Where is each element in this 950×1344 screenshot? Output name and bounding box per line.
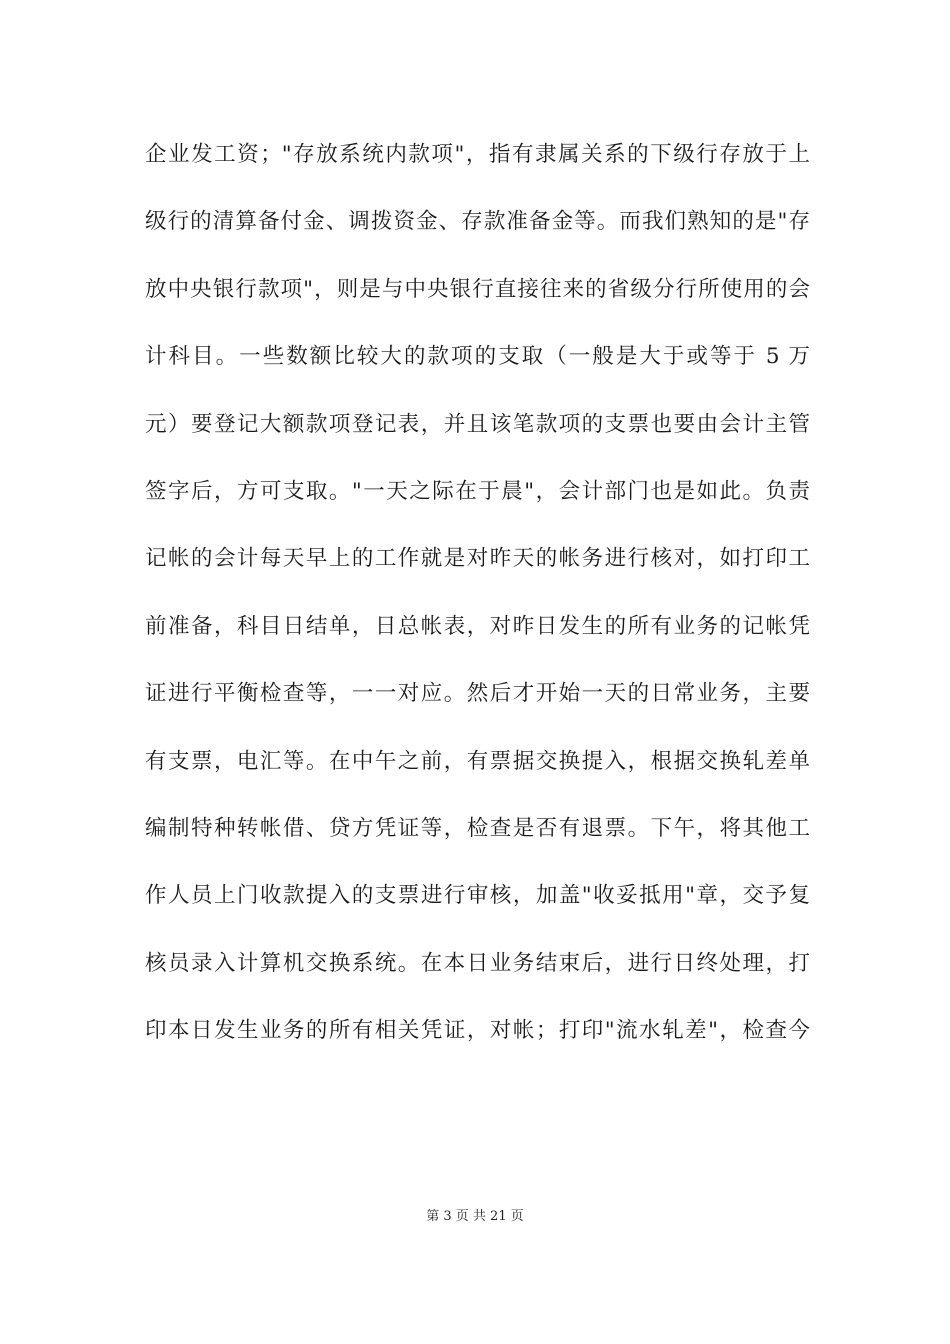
body-text — [145, 133, 810, 1076]
text-line: 签字后，方可支取。"一天之际在于晨"，会计部门也是如此。负责 — [145, 478, 810, 504]
text-line: 核员录入计算机交换系统。在本日业务结束后，进行日终处理，打 — [145, 950, 810, 976]
text-line: 企业发工资；"存放系统内款项"，指有隶属关系的下级行存放于上 — [145, 142, 810, 167]
text-line: 作人员上门收款提入的支票进行审核，加盖"收妥抵用"章，交予复 — [145, 883, 810, 909]
text-line: 放中央银行款项"，则是与中央银行直接往来的省级分行所使用的会 — [145, 276, 810, 302]
text-line: 有支票，电汇等。在中午之前，有票据交换提入，根据交换轧差单 — [145, 748, 810, 774]
page-footer — [0, 1207, 950, 1227]
text-line: 证进行平衡检查等，一一对应。然后才开始一天的日常业务，主要 — [145, 681, 810, 707]
text-line: 计科目。一些数额比较大的款项的支取（一般是大于或等于 5 万 — [145, 344, 810, 370]
text-line: 级行的清算备付金、调拨资金、存款准备金等。而我们熟知的是"存 — [145, 209, 810, 235]
text-line: 印本日发生业务的所有相关凭证，对帐；打印"流水轧差"，检查今 — [145, 1018, 810, 1044]
text-line: 记帐的会计每天早上的工作就是对昨天的帐务进行核对，如打印工 — [145, 546, 810, 572]
text-line: 前准备，科目日结单，日总帐表，对昨日发生的所有业务的记帐凭 — [145, 613, 810, 639]
text-line: 元）要登记大额款项登记表，并且该笔款项的支票也要由会计主管 — [145, 411, 810, 437]
page-number-label: 第 3 页 共 21 页 — [426, 1209, 524, 1224]
text-line: 编制特种转帐借、贷方凭证等，检查是否有退票。下午，将其他工 — [145, 815, 810, 841]
